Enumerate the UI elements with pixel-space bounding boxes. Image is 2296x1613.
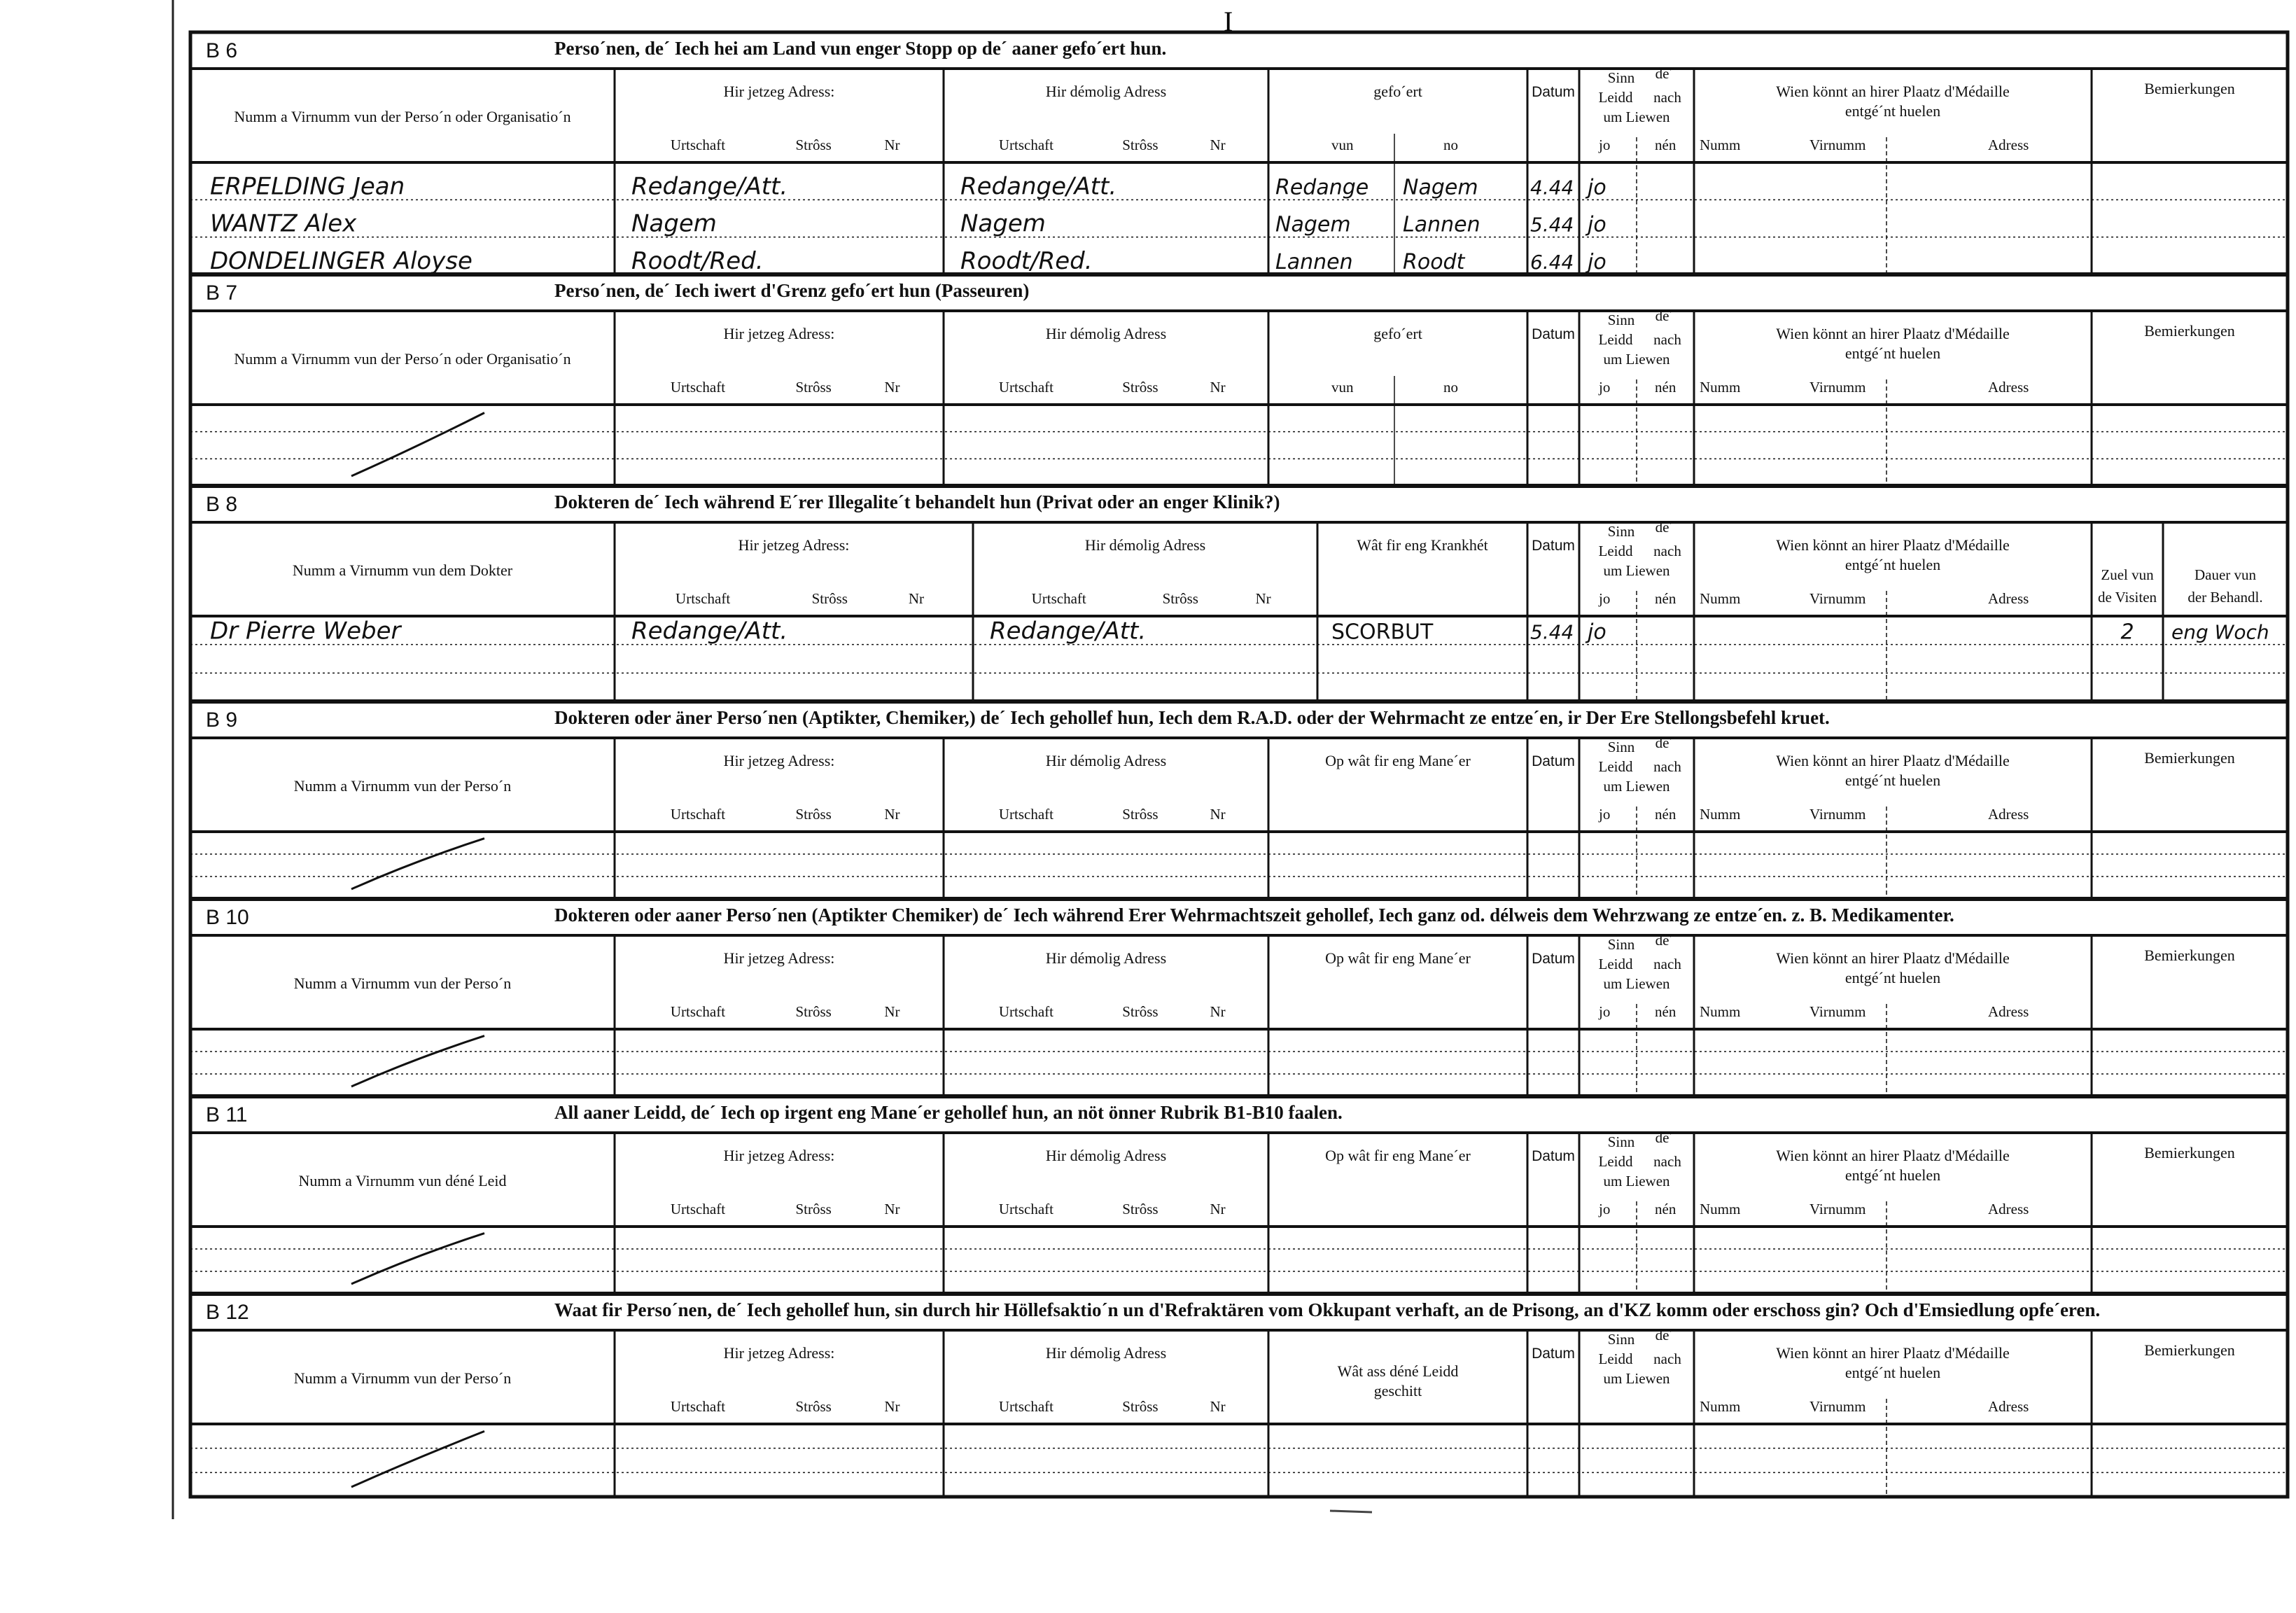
header-adress: Adress — [1988, 806, 2029, 823]
entry-demolig: Redange/Att. — [960, 172, 1117, 201]
header-dauer-2: der Behandl. — [2188, 589, 2263, 606]
header-nr: Nr — [884, 1201, 900, 1217]
header-stross: Strôss — [1162, 590, 1198, 607]
header-jetzeg: Hir jetzeg Adress: — [723, 949, 835, 967]
header-stross: Strôss — [795, 1398, 832, 1415]
header-urtschaft: Urtschaft — [670, 379, 726, 396]
header-middle: Wât fir eng Krankhét — [1357, 536, 1488, 554]
header-wien-2: entgé´nt huelen — [1844, 556, 1941, 573]
header-adress: Adress — [1988, 1003, 2029, 1020]
header-nr: Nr — [884, 1398, 900, 1415]
header-name: Numm a Virnumm vun der Perso´n — [293, 1369, 512, 1387]
header-wien: Wien könnt an hirer Plaatz d'Médaille — [1776, 325, 2010, 342]
header-zuel-2: de Visiten — [2097, 589, 2157, 606]
header-datum: Datum — [1532, 1346, 1575, 1362]
header-bemierkungen: Bemierkungen — [2144, 947, 2235, 964]
header-jetzeg: Hir jetzeg Adress: — [738, 536, 850, 554]
header-name: Numm a Virnumm vun der Perso´n — [293, 975, 512, 992]
entry-name: ERPELDING Jean — [210, 172, 405, 201]
header-wien: Wien könnt an hirer Plaatz d'Médaille — [1776, 949, 2010, 967]
entry-demolig: Nagem — [960, 209, 1046, 238]
entry-no: Nagem — [1403, 175, 1478, 200]
header-vun: vun — [1331, 137, 1354, 153]
section-title: Perso´nen, de´ Iech iwert d'Grenz gefo´ert hun (Passeuren) — [554, 280, 1030, 301]
entry-datum: 5.44 — [1530, 620, 1574, 644]
header-bemierkungen: Bemierkungen — [2144, 80, 2235, 97]
header-demolig: Hir démolig Adress — [1045, 752, 1167, 769]
header-stross: Strôss — [795, 137, 832, 153]
header-nach: nach — [1653, 543, 1681, 559]
header-nen: nén — [1655, 1201, 1676, 1217]
header-urtschaft: Urtschaft — [998, 1003, 1054, 1020]
header-name: Numm a Virnumm vun déné Leid — [298, 1172, 507, 1189]
header-bemierkungen: Bemierkungen — [2144, 322, 2235, 340]
header-wien: Wien könnt an hirer Plaatz d'Médaille — [1776, 1147, 2010, 1164]
header-stross: Strôss — [795, 806, 832, 823]
header-jo: jo — [1599, 1201, 1611, 1217]
page-mark: I — [1224, 6, 1233, 37]
header-datum: Datum — [1532, 753, 1575, 769]
header-um-liewen: um Liewen — [1603, 351, 1670, 368]
section-id: B 9 — [206, 708, 238, 732]
header-datum: Datum — [1532, 538, 1575, 554]
header-nr: Nr — [1210, 806, 1226, 823]
header-wien: Wien könnt an hirer Plaatz d'Médaille — [1776, 536, 2010, 554]
header-nach: nach — [1653, 89, 1681, 106]
header-urtschaft: Urtschaft — [998, 379, 1054, 396]
header-adress: Adress — [1988, 137, 2029, 153]
entry-jetzeg: Roodt/Red. — [631, 247, 764, 275]
header-urtschaft: Urtschaft — [998, 1201, 1054, 1217]
header-numm: Numm — [1700, 806, 1741, 823]
strike-through-mark — [351, 839, 484, 889]
header-jetzeg: Hir jetzeg Adress: — [723, 1147, 835, 1164]
header-leidd: Leidd — [1598, 89, 1633, 106]
entry-datum: 4.44 — [1530, 176, 1574, 200]
header-leidd: Leidd — [1598, 758, 1633, 775]
bottom-mark — [1330, 1511, 1372, 1512]
header-bemierkungen: Bemierkungen — [2144, 749, 2235, 767]
header-stross: Strôss — [1122, 137, 1158, 153]
header-nen: nén — [1655, 379, 1676, 396]
section-id: B 12 — [206, 1301, 249, 1324]
header-urtschaft: Urtschaft — [670, 1003, 726, 1020]
header-vun: vun — [1331, 379, 1354, 396]
header-demolig: Hir démolig Adress — [1045, 325, 1167, 342]
header-name: Numm a Virnumm vun dem Dokter — [292, 561, 513, 579]
header-urtschaft: Urtschaft — [998, 1398, 1054, 1415]
header-leidd: Leidd — [1598, 1153, 1633, 1170]
header-wien-2: entgé´nt huelen — [1844, 1364, 1941, 1381]
header-numm: Numm — [1700, 1201, 1741, 1217]
header-numm: Numm — [1700, 379, 1741, 396]
header-numm: Numm — [1700, 1003, 1741, 1020]
entry-no: Roodt — [1403, 250, 1465, 274]
header-numm: Numm — [1700, 1398, 1741, 1415]
header-wien-2: entgé´nt huelen — [1844, 969, 1941, 986]
entry-vun: Redange — [1275, 175, 1369, 200]
header-urtschaft: Urtschaft — [1031, 590, 1086, 607]
header-leidd: Leidd — [1598, 543, 1633, 559]
header-nr: Nr — [1210, 1398, 1226, 1415]
header-virnumm: Virnumm — [1809, 590, 1866, 607]
entry-vun: Lannen — [1275, 250, 1353, 274]
header-wien: Wien könnt an hirer Plaatz d'Médaille — [1776, 1344, 2010, 1362]
header-datum: Datum — [1532, 84, 1575, 100]
header-datum: Datum — [1532, 326, 1575, 342]
header-nr: Nr — [1255, 590, 1271, 607]
entry-jo: jo — [1588, 212, 1606, 237]
header-stross: Strôss — [1122, 1003, 1158, 1020]
header-jo: jo — [1599, 806, 1611, 823]
header-virnumm: Virnumm — [1809, 379, 1866, 396]
header-wien-2: entgé´nt huelen — [1844, 344, 1941, 362]
entry-jo: jo — [1588, 175, 1606, 200]
header-numm: Numm — [1700, 590, 1741, 607]
header-sinn-de: de´ — [1655, 932, 1674, 949]
entry-datum: 6.44 — [1530, 251, 1574, 274]
header-urtschaft: Urtschaft — [998, 806, 1054, 823]
header-sinn-de: de´ — [1655, 519, 1674, 536]
section-title: Dokteren oder äner Perso´nen (Aptikter, Chemiker,) de´ Iech gehollef hun, Iech dem R.A.D. oder der Wehrmacht ze entze´en, ir Der Ere Stellongsbefehl kruet. — [554, 707, 1830, 728]
header-nr: Nr — [884, 137, 900, 153]
header-dauer: Dauer vun — [2194, 566, 2257, 583]
header-stross: Strôss — [1122, 1398, 1158, 1415]
section-title: Dokteren oder aaner Perso´nen (Aptikter Chemiker) de´ Iech während Erer Wehrmachtszeit gehollef, Iech ganz od. délweis dem Wehrzwang ze entze´en. z. B. Medikamenter. — [554, 905, 1954, 926]
header-um-liewen: um Liewen — [1603, 975, 1670, 992]
header-sinn-de: de´ — [1655, 65, 1674, 82]
header-wien-2: entgé´nt huelen — [1844, 1166, 1941, 1184]
header-nr: Nr — [1210, 1003, 1226, 1020]
header-urtschaft: Urtschaft — [676, 590, 731, 607]
header-nr: Nr — [1210, 137, 1226, 153]
header-name: Numm a Virnumm vun der Perso´n oder Organisatio´n — [234, 108, 571, 125]
header-nen: nén — [1655, 1003, 1676, 1020]
header-sinn: Sinn — [1607, 936, 1635, 953]
strike-through-mark — [351, 1431, 484, 1487]
header-middle: gefo´ert — [1373, 83, 1422, 100]
header-demolig: Hir démolig Adress — [1045, 949, 1167, 967]
header-wien: Wien könnt an hirer Plaatz d'Médaille — [1776, 752, 2010, 769]
header-zuel: Zuel vun — [2101, 566, 2154, 583]
header-numm: Numm — [1700, 137, 1741, 153]
header-jetzeg: Hir jetzeg Adress: — [723, 83, 835, 100]
entry-demolig: Redange/Att. — [990, 617, 1147, 645]
header-middle-2: geschitt — [1373, 1382, 1422, 1399]
header-um-liewen: um Liewen — [1603, 1173, 1670, 1189]
header-nr: Nr — [884, 806, 900, 823]
header-jetzeg: Hir jetzeg Adress: — [723, 1344, 835, 1362]
header-jo: jo — [1599, 137, 1611, 153]
header-bemierkungen: Bemierkungen — [2144, 1144, 2235, 1161]
header-sinn: Sinn — [1607, 523, 1635, 540]
header-sinn: Sinn — [1607, 312, 1635, 328]
header-adress: Adress — [1988, 1398, 2029, 1415]
section-title: Waat fir Perso´nen, de´ Iech gehollef hun, sin durch hir Höllefsaktio´n un d'Refraktären vom Okkupant verhaft, an de Prisong, an d'KZ komm oder erschoss gin? Och d'Emsiedlung opfe´eren. — [554, 1299, 2101, 1320]
section-id: B 10 — [206, 906, 249, 929]
header-name: Numm a Virnumm vun der Perso´n — [293, 777, 512, 795]
header-nen: nén — [1655, 137, 1676, 153]
header-wien-2: entgé´nt huelen — [1844, 771, 1941, 789]
entry-jo: jo — [1588, 250, 1606, 274]
header-adress: Adress — [1988, 590, 2029, 607]
header-middle: Op wât fir eng Mane´er — [1325, 1147, 1471, 1164]
header-stross: Strôss — [795, 1201, 832, 1217]
header-stross: Strôss — [1122, 806, 1158, 823]
entry-krankhet: SCORBUT — [1331, 620, 1434, 645]
entry-jetzeg: Redange/Att. — [631, 617, 788, 645]
header-leidd: Leidd — [1598, 956, 1633, 972]
header-sinn-de: de´ — [1655, 1327, 1674, 1343]
header-jo: jo — [1599, 590, 1611, 607]
header-um-liewen: um Liewen — [1603, 1370, 1670, 1387]
header-virnumm: Virnumm — [1809, 1201, 1866, 1217]
header-middle: Wât ass déné Leidd — [1337, 1362, 1459, 1380]
header-urtschaft: Urtschaft — [670, 806, 726, 823]
header-nach: nach — [1653, 758, 1681, 775]
header-um-liewen: um Liewen — [1603, 109, 1670, 125]
section-id: B 6 — [206, 39, 238, 62]
header-middle: gefo´ert — [1373, 325, 1422, 342]
header-no: no — [1443, 379, 1458, 396]
entry-jetzeg: Nagem — [631, 209, 717, 238]
header-um-liewen: um Liewen — [1603, 778, 1670, 795]
section-id: B 11 — [206, 1103, 248, 1126]
header-sinn: Sinn — [1607, 69, 1635, 86]
entry-jetzeg: Redange/Att. — [631, 172, 788, 201]
header-nr: Nr — [884, 1003, 900, 1020]
header-stross: Strôss — [811, 590, 848, 607]
header-leidd: Leidd — [1598, 331, 1633, 348]
entry-name: Dr Pierre Weber — [210, 617, 401, 645]
header-wien: Wien könnt an hirer Plaatz d'Médaille — [1776, 83, 2010, 100]
entry-name: DONDELINGER Aloyse — [210, 247, 472, 275]
header-urtschaft: Urtschaft — [670, 1201, 726, 1217]
section-title: Perso´nen, de´ Iech hei am Land vun enger Stopp op de´ aaner gefo´ert hun. — [554, 38, 1167, 59]
header-name: Numm a Virnumm vun der Perso´n oder Organisatio´n — [234, 350, 571, 368]
section-id: B 7 — [206, 281, 238, 305]
entry-name: WANTZ Alex — [210, 209, 357, 238]
header-bemierkungen: Bemierkungen — [2144, 1341, 2235, 1359]
header-nach: nach — [1653, 1350, 1681, 1367]
header-virnumm: Virnumm — [1809, 1398, 1866, 1415]
header-sinn-de: de´ — [1655, 734, 1674, 751]
header-nen: nén — [1655, 806, 1676, 823]
header-wien-2: entgé´nt huelen — [1844, 102, 1941, 120]
header-sinn-de: de´ — [1655, 1129, 1674, 1146]
strike-through-mark — [351, 1234, 484, 1284]
header-nach: nach — [1653, 956, 1681, 972]
header-stross: Strôss — [795, 379, 832, 396]
header-virnumm: Virnumm — [1809, 1003, 1866, 1020]
entry-no: Lannen — [1403, 212, 1480, 237]
entry-dauer: eng Woch — [2171, 620, 2269, 644]
header-nr: Nr — [884, 379, 900, 396]
header-stross: Strôss — [1122, 379, 1158, 396]
entry-vun: Nagem — [1275, 212, 1351, 237]
header-no: no — [1443, 137, 1458, 153]
header-nen: nén — [1655, 590, 1676, 607]
entry-jo: jo — [1588, 620, 1606, 645]
header-demolig: Hir démolig Adress — [1045, 1344, 1167, 1362]
header-stross: Strôss — [1122, 1201, 1158, 1217]
header-nach: nach — [1653, 331, 1681, 348]
header-virnumm: Virnumm — [1809, 806, 1866, 823]
header-nr: Nr — [1210, 1201, 1226, 1217]
entry-zuel: 2 — [2120, 620, 2134, 645]
header-sinn: Sinn — [1607, 1331, 1635, 1348]
header-stross: Strôss — [795, 1003, 832, 1020]
header-sinn: Sinn — [1607, 739, 1635, 755]
header-urtschaft: Urtschaft — [670, 1398, 726, 1415]
header-adress: Adress — [1988, 1201, 2029, 1217]
header-jo: jo — [1599, 1003, 1611, 1020]
header-demolig: Hir démolig Adress — [1045, 83, 1167, 100]
entry-datum: 5.44 — [1530, 213, 1574, 237]
header-urtschaft: Urtschaft — [670, 137, 726, 153]
header-middle: Op wât fir eng Mane´er — [1325, 949, 1471, 967]
section-title: Dokteren de´ Iech während E´rer Illegalite´t behandelt hun (Privat oder an enger Klinik?) — [554, 491, 1280, 512]
header-datum: Datum — [1532, 1148, 1575, 1164]
header-jo: jo — [1599, 379, 1611, 396]
header-nr: Nr — [1210, 379, 1226, 396]
header-nach: nach — [1653, 1153, 1681, 1170]
section-id: B 8 — [206, 493, 238, 516]
strike-through-mark — [351, 413, 484, 476]
header-demolig: Hir démolig Adress — [1084, 536, 1206, 554]
header-middle: Op wât fir eng Mane´er — [1325, 752, 1471, 769]
entry-demolig: Roodt/Red. — [960, 247, 1093, 275]
header-nr: Nr — [908, 590, 925, 607]
section-title: All aaner Leidd, de´ Iech op irgent eng Mane´er gehollef hun, an nöt önner Rubrik B1-B10 faalen. — [554, 1102, 1343, 1123]
header-um-liewen: um Liewen — [1603, 562, 1670, 579]
header-jetzeg: Hir jetzeg Adress: — [723, 752, 835, 769]
header-datum: Datum — [1532, 951, 1575, 967]
header-leidd: Leidd — [1598, 1350, 1633, 1367]
header-urtschaft: Urtschaft — [998, 137, 1054, 153]
strike-through-mark — [351, 1036, 484, 1087]
header-sinn-de: de´ — [1655, 307, 1674, 324]
header-jetzeg: Hir jetzeg Adress: — [723, 325, 835, 342]
header-demolig: Hir démolig Adress — [1045, 1147, 1167, 1164]
header-virnumm: Virnumm — [1809, 137, 1866, 153]
header-adress: Adress — [1988, 379, 2029, 396]
header-sinn: Sinn — [1607, 1133, 1635, 1150]
